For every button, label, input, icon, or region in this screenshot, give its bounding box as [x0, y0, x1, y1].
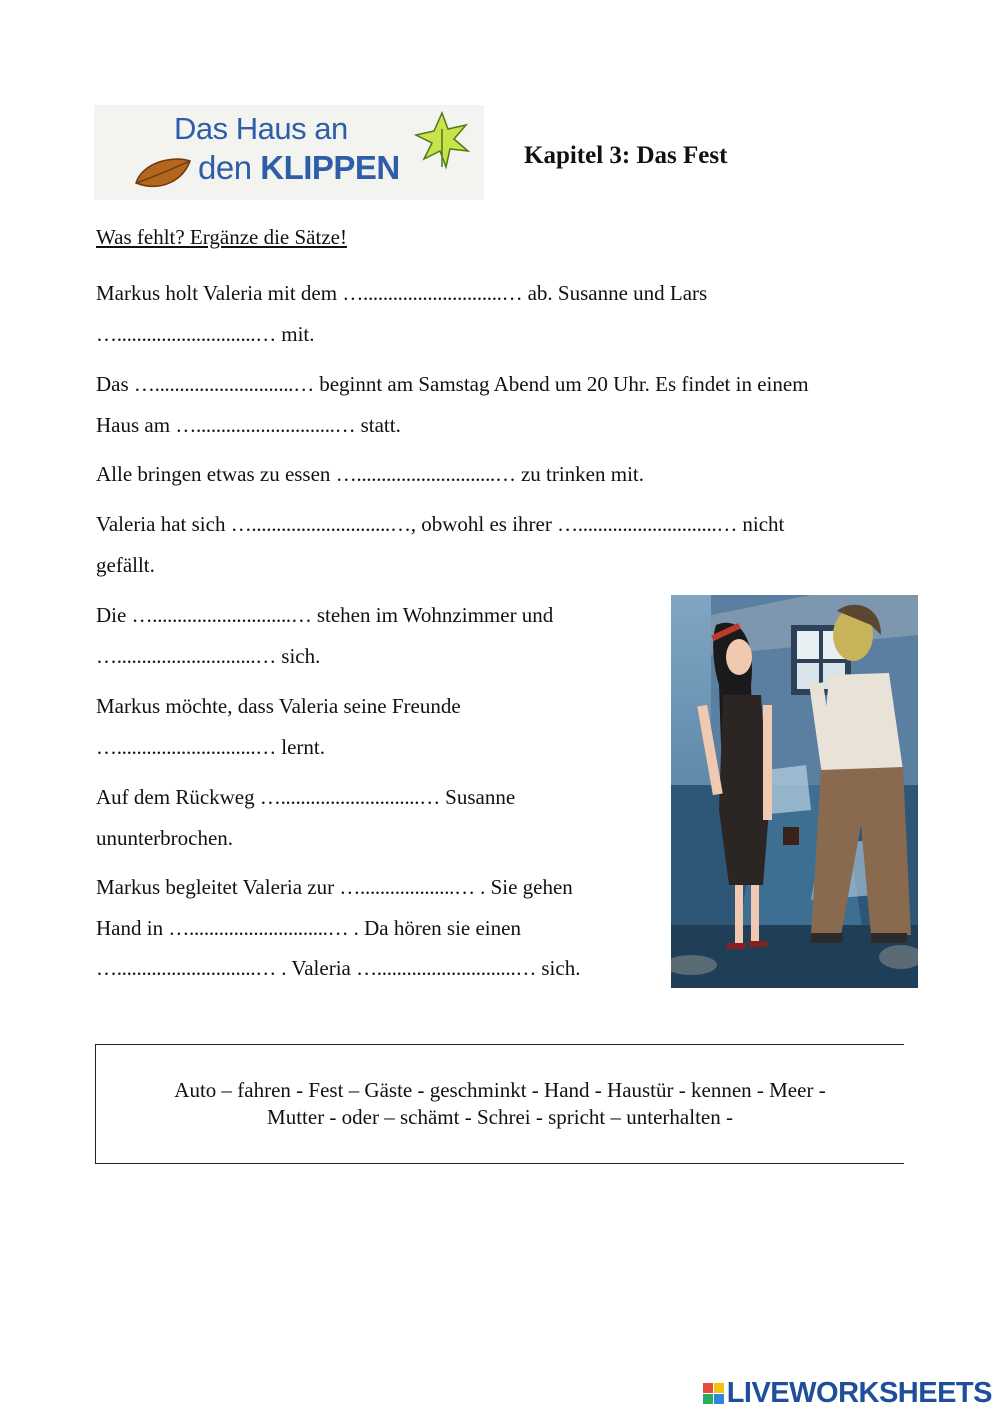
green-leaf-icon [412, 109, 472, 173]
sentence-text: . Valeria [276, 956, 357, 980]
sentence-text: Auf dem Rückweg [96, 785, 260, 809]
logo-line-2-prefix: den [198, 149, 261, 186]
logo-line-2 [198, 149, 400, 187]
story-illustration [671, 595, 918, 988]
sentence-text: Markus begleitet Valeria zur [96, 875, 340, 899]
blank-13[interactable]: …............................… [168, 915, 349, 940]
sentence-text: Susanne [439, 785, 516, 809]
sentence-text: statt. [355, 412, 401, 437]
sentence-8 [96, 867, 666, 989]
sentence-text: ununterbrochen. [96, 825, 234, 850]
brand-name: LIVEWORKSHEETS [726, 1376, 992, 1409]
book-logo [94, 105, 484, 200]
logo-line-1: Das Haus an [174, 111, 348, 146]
blank-1[interactable]: …............................… [342, 281, 523, 305]
sentence-text: beginnt am Samstag Abend um 20 Uhr. Es findet in einem [313, 372, 809, 396]
sentence-text: ab. Susanne und Lars [522, 281, 708, 305]
sentence-text: Valeria hat sich [96, 512, 231, 536]
sentence-5 [96, 595, 656, 676]
sentence-text: . Da hören sie einen [348, 915, 521, 940]
sentence-1 [96, 273, 916, 354]
sentence-text: lernt. [276, 734, 325, 759]
blank-7[interactable]: …............................… [557, 512, 738, 536]
sentence-text: nicht [737, 512, 785, 536]
chapter-title: Kapitel 3: Das Fest [524, 142, 728, 169]
brand-square [714, 1383, 724, 1393]
blank-6[interactable]: …............................… [230, 512, 411, 536]
sentence-7 [96, 777, 656, 858]
brand-square [703, 1383, 713, 1393]
liveworksheets-logo [703, 1378, 992, 1408]
brand-square [714, 1394, 724, 1404]
blank-12[interactable]: …...................… [339, 875, 475, 899]
sentence-text: Markus holt Valeria mit dem [96, 281, 343, 305]
sentence-text: Haus am [96, 412, 176, 437]
blank-2[interactable]: …............................… [96, 321, 277, 346]
sentence-text: Alle bringen etwas zu essen [96, 462, 336, 486]
sentence-text: sich. [536, 956, 581, 980]
sentence-text: gefällt. [96, 552, 155, 577]
word-bank [95, 1044, 904, 1164]
sentence-text: Die [96, 603, 132, 627]
sentence-text: sich. [276, 643, 321, 668]
sentence-text: mit. [276, 321, 315, 346]
blank-3[interactable]: …............................… [133, 372, 314, 396]
blank-11[interactable]: …............................… [259, 785, 440, 809]
sentence-text: zu trinken mit. [515, 462, 645, 486]
sentence-text: Markus möchte, dass Valeria seine Freunde [96, 694, 461, 718]
sentence-text: . Sie gehen [474, 875, 573, 899]
couple-at-night-image [671, 595, 918, 988]
sentence-text: Das [96, 372, 134, 396]
instruction: Was fehlt? Ergänze die Sätze! [96, 225, 347, 249]
sentence-6 [96, 686, 656, 767]
sentence-3 [96, 454, 926, 495]
sentence-text: , obwohl es ihrer [410, 512, 558, 536]
sentence-text: Hand in [96, 915, 169, 940]
blank-14[interactable]: …............................… [96, 956, 277, 980]
blank-15[interactable]: …............................… [356, 956, 537, 980]
blank-5[interactable]: …............................… [335, 462, 516, 486]
blank-8[interactable]: …............................… [131, 603, 312, 627]
brand-grid-icon [703, 1383, 724, 1404]
sentence-4 [96, 504, 926, 585]
brown-leaf-icon [132, 153, 194, 195]
sentence-text: stehen im Wohnzimmer und [311, 603, 554, 627]
brand-square [703, 1394, 713, 1404]
logo-line-2-bold: KLIPPEN [260, 149, 400, 186]
word-bank-line-2: Mutter - oder – schämt - Schrei - spricht – unterhalten - [267, 1105, 733, 1129]
blank-9[interactable]: …............................… [96, 643, 277, 668]
sentence-2 [96, 364, 926, 445]
word-bank-line-1: Auto – fahren - Fest – Gäste - geschminkt - Hand - Haustür - kennen - Meer - [174, 1078, 826, 1102]
blank-4[interactable]: …............................… [175, 412, 356, 437]
blank-10[interactable]: …............................… [96, 734, 277, 759]
